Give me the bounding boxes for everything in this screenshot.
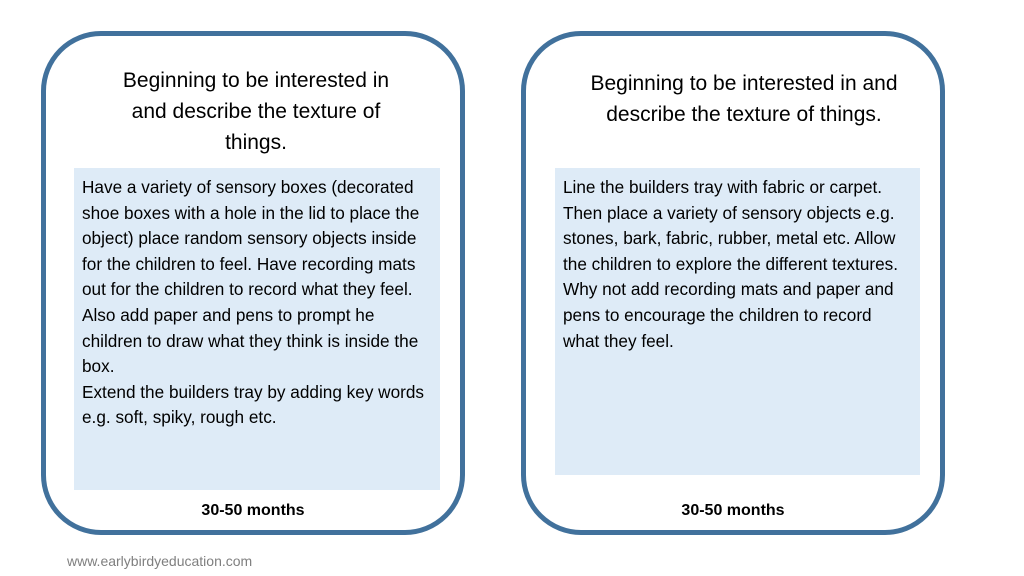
card-title: Beginning to be interested in and describe the texture of things. [122, 69, 390, 154]
age-range-label: 30-50 months [681, 502, 785, 519]
card-description-paragraph: Line the builders tray with fabric or carpet. Then place a variety of sensory objects e.g. stones, bark, fabric, rubber, metal etc. Allow the children to explore the different textures. [563, 177, 899, 274]
card-title: Beginning to be interested in and describe the texture of things. [590, 72, 898, 126]
activity-card-left [41, 31, 465, 535]
card-description-paragraph: Why not add recording mats and paper and pens to encourage the children to record what they feel. [563, 279, 894, 351]
card-description [555, 168, 920, 475]
card-description-paragraph: Have a variety of sensory boxes (decorated shoe boxes with a hole in the lid to place the object) place random sensory objects inside for the children to feel. Have recording mats out for the children to record what they feel. Also add paper and pens to prompt he children to draw what they think is inside the box. [82, 177, 420, 377]
card-description [74, 168, 440, 490]
card-description-paragraph: Extend the builders tray by adding key words e.g. soft, spiky, rough etc. [82, 381, 425, 428]
activity-card-right [521, 31, 945, 535]
age-range-label: 30-50 months [201, 502, 305, 519]
website-url: www.earlybirdyeducation.com [67, 553, 253, 569]
